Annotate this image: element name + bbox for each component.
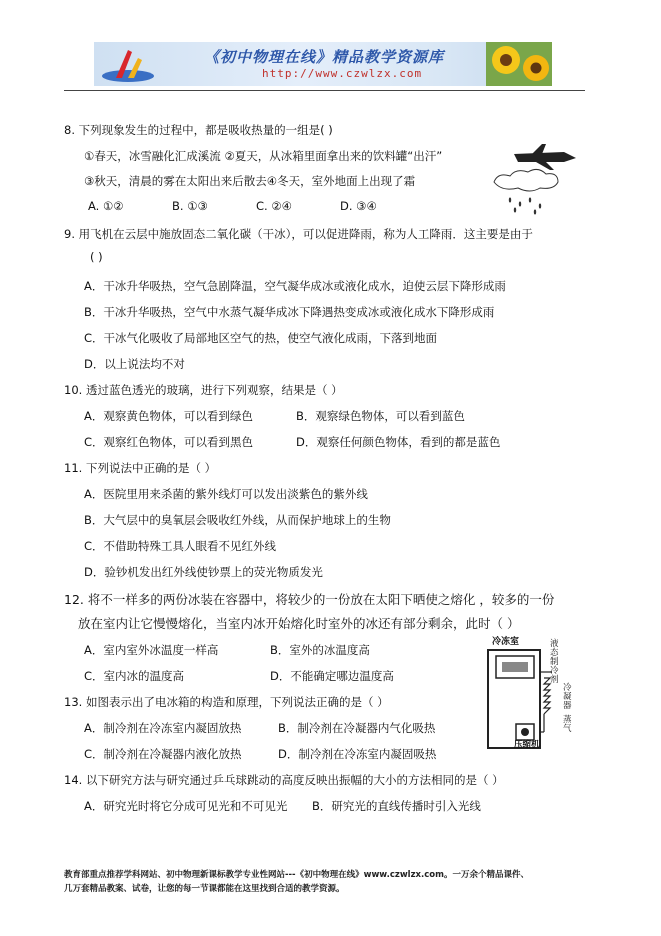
question-12-stem-2: 放在室内让它慢慢熔化，当室内冰开始熔化时室外的冰还有部分剩余，此时（ ） [78, 616, 520, 631]
question-9-stem: 9. 用飞机在云层中施放固态二氧化碳（干冰），可以促进降雨，称为人工降雨．这主要是由于 [64, 227, 533, 241]
question-8-stem: 8. 下列现象发生的过程中，都是吸收热量的一组是( ) [64, 123, 333, 137]
option-12d: D．不能确定哪边温度高 [270, 669, 394, 683]
option-9d: D．以上说法均不对 [84, 357, 185, 371]
option-13b: B．制冷剂在冷凝器内气化吸热 [278, 721, 436, 735]
compressor-label: 压缩机 [514, 740, 540, 750]
liquid-refrigerant-label: 液态制冷剂 [550, 639, 559, 685]
question-9-stem-2: ( ) [90, 250, 103, 264]
question-14-stem: 14. 以下研究方法与研究通过乒乓球跳动的高度反映出振幅的大小的方法相同的是（ ） [64, 773, 504, 787]
option-10b: B．观察绿色物体，可以看到蓝色 [296, 409, 465, 423]
fridge-diagram [486, 632, 586, 750]
option-10c: C．观察红色物体，可以看到黑色 [84, 435, 254, 449]
option-8d: D. ③④ [340, 199, 377, 213]
option-11d: D．验钞机发出红外线使钞票上的荧光物质发光 [84, 565, 323, 579]
question-10-stem: 10. 透过蓝色透光的玻璃，进行下列观察，结果是（ ） [64, 383, 343, 397]
option-13a: A．制冷剂在冷冻室内凝固放热 [84, 721, 242, 735]
option-14a: A．研究光时将它分成可见光和不可见光 [84, 799, 288, 813]
sunflower-icon [486, 42, 552, 86]
option-12c: C．室内冰的温度高 [84, 669, 185, 683]
option-8b: B. ①③ [172, 199, 208, 213]
option-9c: C．干冰气化吸收了局部地区空气的热，使空气液化成雨，下落到地面 [84, 331, 438, 345]
footer-line-2: 几万套精品教案、试卷，让您的每一节课都能在这里找到合适的教学资源。 [64, 884, 345, 894]
header-banner [94, 42, 552, 86]
option-10a: A．观察黄色物体，可以看到绿色 [84, 409, 253, 423]
option-12b: B．室外的冰温度高 [270, 643, 370, 657]
option-9a: A．干冰升华吸热，空气急剧降温，空气凝华成冰或液化成水，迫使云层下降形成雨 [84, 279, 506, 293]
site-logo-icon [98, 44, 160, 84]
footer-line-1: 教育部重点推荐学科网站、初中物理新课标教学专业性网站---《初中物理在线》www.czwlzx.com。一万余个精品课件、 [64, 870, 529, 880]
option-13c: C．制冷剂在冷凝器内液化放热 [84, 747, 242, 761]
freezer-label: 冷冻室 [492, 637, 520, 647]
option-12a: A．室内室外冰温度一样高 [84, 643, 219, 657]
question-8-items-2: ③秋天，清晨的雾在太阳出来后散去④冬天，室外地面上出现了霜 [84, 174, 416, 188]
option-11a: A．医院里用来杀菌的紫外线灯可以发出淡紫色的紫外线 [84, 487, 368, 501]
option-14b: B．研究光的直线传播时引入光线 [312, 799, 481, 813]
airplane-cloud-figure [484, 142, 580, 218]
option-8a: A. ①② [88, 199, 124, 213]
option-9b: B．干冰升华吸热，空气中水蒸气凝华成冰下降遇热变成冰或液化成水下降形成雨 [84, 305, 495, 319]
question-11-stem: 11. 下列说法中正确的是（ ） [64, 461, 217, 475]
question-13-stem: 13. 如图表示出了电冰箱的构造和原理，下列说法正确的是（ ） [64, 695, 389, 709]
option-11b: B．大气层中的臭氧层会吸收红外线，从而保护地球上的生物 [84, 513, 391, 527]
vapor-label: 蒸气 [563, 715, 572, 734]
option-8c: C. ②④ [256, 199, 292, 213]
site-url[interactable]: http://www.czwlzx.com [262, 67, 423, 80]
question-12-stem: 12. 将不一样多的两份冰装在容器中，将较少的一份放在太阳下晒使之熔化 ，较多的一份 [64, 592, 555, 607]
option-11c: C．不借助特殊工具人眼看不见红外线 [84, 539, 277, 553]
header-divider [64, 90, 585, 91]
question-8-items-1: ①春天，冰雪融化汇成溪流 ②夏天，从冰箱里面拿出来的饮料罐“出汗” [84, 149, 443, 163]
option-10d: D．观察任何颜色物体，看到的都是蓝色 [296, 435, 501, 449]
condenser-label: 冷凝器 [563, 683, 572, 711]
option-13d: D．制冷剂在冷冻室内凝固吸热 [278, 747, 437, 761]
site-title: 《初中物理在线》精品教学资源库 [204, 48, 445, 66]
